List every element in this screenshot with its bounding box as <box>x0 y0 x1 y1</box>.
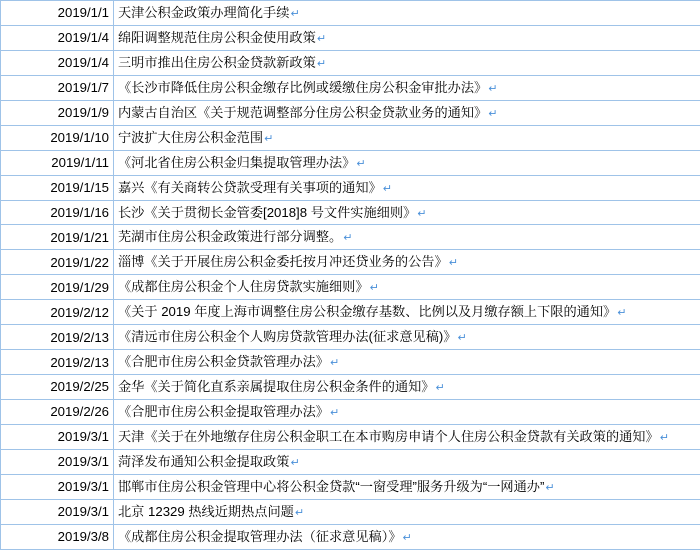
table-row <box>1 275 700 300</box>
date-text: 2019/3/1 <box>57 504 109 520</box>
paragraph-mark-icon: ↵ <box>382 182 392 195</box>
date-text: 2019/1/15 <box>50 179 109 195</box>
date-text: 2019/1/4 <box>57 30 109 46</box>
table-row <box>1 175 700 200</box>
date-text: 2019/1/10 <box>50 130 109 146</box>
content-cell <box>114 125 700 150</box>
date-cell <box>1 275 114 300</box>
table-row <box>1 75 700 100</box>
date-cell <box>1 1 114 26</box>
date-text: 2019/1/1 <box>57 5 109 21</box>
content-cell <box>114 325 700 350</box>
content-text: 《成都住房公积金个人住房贷款实施细则》 <box>118 279 369 295</box>
content-cell <box>114 375 700 400</box>
table-row <box>1 325 700 350</box>
date-text: 2019/1/16 <box>50 204 109 220</box>
content-text: 《清远市住房公积金个人购房贷款管理办法(征求意见稿)》 <box>118 329 457 345</box>
date-text: 2019/3/8 <box>57 529 109 545</box>
table-row <box>1 100 700 125</box>
content-text: 天津公积金政策办理简化手续 <box>118 5 290 20</box>
date-cell <box>1 225 114 250</box>
content-cell <box>114 524 700 549</box>
date-text: 2019/1/9 <box>57 105 109 121</box>
date-text: 2019/2/13 <box>50 354 109 370</box>
date-cell <box>1 325 114 350</box>
content-text: 菏泽发布通知公积金提取政策 <box>118 453 290 469</box>
date-text: 2019/1/29 <box>50 279 109 295</box>
content-cell <box>114 225 700 250</box>
paragraph-mark-icon: ↵ <box>290 8 300 20</box>
paragraph-mark-icon: ↵ <box>316 57 327 70</box>
table-row <box>1 350 700 375</box>
table-row <box>1 25 700 50</box>
date-text: 2019/3/1 <box>57 429 109 445</box>
paragraph-mark-icon: ↵ <box>264 132 274 145</box>
content-text: 绵阳调整规范住房公积金使用政策 <box>118 29 316 45</box>
date-text: 2019/1/11 <box>51 155 109 171</box>
date-text: 2019/1/22 <box>50 254 109 270</box>
date-cell <box>1 499 114 524</box>
content-text: 淄博《关于开展住房公积金委托按月冲还贷业务的公告》 <box>118 254 448 270</box>
date-cell <box>1 75 114 100</box>
date-cell <box>1 250 114 275</box>
table-row <box>1 225 700 250</box>
content-text: 《河北省住房公积金归集提取管理办法》 <box>118 154 356 170</box>
date-cell <box>1 449 114 474</box>
paragraph-mark-icon: ↵ <box>457 332 467 345</box>
content-text: 芜湖市住房公积金政策进行部分调整。 <box>118 229 343 245</box>
table-row <box>1 200 700 225</box>
table-row <box>1 1 700 26</box>
date-text: 2019/2/25 <box>50 379 109 395</box>
content-text: 《成都住房公积金提取管理办法（征求意见稿）》 <box>118 528 402 544</box>
table-row <box>1 449 700 474</box>
content-text: 天津《关于在外地缴存住房公积金职工在本市购房申请个人住房公积金贷款有关政策的通知》 <box>118 428 659 444</box>
table-row <box>1 400 700 425</box>
paragraph-mark-icon: ↵ <box>417 207 427 220</box>
content-text: 《合肥市住房公积金提取管理办法》 <box>118 404 329 419</box>
date-cell <box>1 100 114 125</box>
content-text: 宁波扩大住房公积金范围 <box>118 129 264 145</box>
table-row <box>1 125 700 150</box>
date-cell <box>1 175 114 200</box>
content-cell <box>114 175 700 200</box>
content-cell <box>114 75 700 100</box>
content-text: 长沙《关于贯彻长金管委[2018]8 号文件实施细则》 <box>118 204 417 220</box>
content-text: 北京 12329 热线近期热点问题 <box>118 503 294 519</box>
date-cell <box>1 400 114 425</box>
table-row <box>1 474 700 499</box>
content-text: 邯郸市住房公积金管理中心将公积金贷款“一窗受理”服务升级为“一网通办” <box>118 478 545 494</box>
date-cell <box>1 350 114 375</box>
content-cell <box>114 100 700 125</box>
content-cell <box>114 150 700 175</box>
content-cell <box>114 474 700 499</box>
paragraph-mark-icon: ↵ <box>617 307 627 320</box>
table-row <box>1 424 700 449</box>
paragraph-mark-icon: ↵ <box>290 456 300 469</box>
paragraph-mark-icon: ↵ <box>448 257 458 270</box>
content-cell <box>114 449 700 474</box>
paragraph-mark-icon: ↵ <box>330 357 340 370</box>
paragraph-mark-icon: ↵ <box>545 481 555 494</box>
content-text: 三明市推出住房公积金贷款新政策 <box>118 54 316 70</box>
table-row <box>1 50 700 75</box>
content-cell <box>114 1 700 26</box>
date-text: 2019/2/13 <box>50 329 109 345</box>
paragraph-mark-icon: ↵ <box>402 531 412 544</box>
paragraph-mark-icon: ↵ <box>488 82 498 95</box>
content-cell <box>114 424 700 449</box>
table-row <box>1 524 700 549</box>
table-row <box>1 300 700 325</box>
paragraph-mark-icon: ↵ <box>294 506 305 519</box>
content-cell <box>114 275 700 300</box>
date-text: 2019/3/1 <box>57 479 109 495</box>
table-body <box>1 1 700 550</box>
content-cell <box>114 300 700 325</box>
date-cell <box>1 50 114 75</box>
date-cell <box>1 300 114 325</box>
date-text: 2019/1/4 <box>57 55 109 71</box>
table-row <box>1 250 700 275</box>
date-cell <box>1 200 114 225</box>
paragraph-mark-icon: ↵ <box>330 407 340 419</box>
paragraph-mark-icon: ↵ <box>316 32 327 45</box>
table-row <box>1 150 700 175</box>
date-text: 2019/3/1 <box>57 454 109 470</box>
content-text: 嘉兴《有关商转公贷款受理有关事项的通知》 <box>118 179 382 195</box>
content-cell <box>114 400 700 425</box>
date-text: 2019/1/7 <box>57 80 109 96</box>
content-text: 《关于 2019 年度上海市调整住房公积金缴存基数、比例以及月缴存额上下限的通知》 <box>118 304 617 320</box>
content-text: 《合肥市住房公积金贷款管理办法》 <box>118 354 329 370</box>
date-cell <box>1 524 114 549</box>
paragraph-mark-icon: ↵ <box>356 157 366 170</box>
paragraph-mark-icon: ↵ <box>343 232 353 245</box>
date-cell <box>1 375 114 400</box>
date-cell <box>1 25 114 50</box>
table-row <box>1 499 700 524</box>
date-cell <box>1 125 114 150</box>
date-text: 2019/2/26 <box>50 404 109 420</box>
date-text: 2019/1/21 <box>50 229 109 245</box>
content-cell <box>114 250 700 275</box>
content-text: 金华《关于简化直系亲属提取住房公积金条件的通知》 <box>118 379 435 395</box>
content-cell <box>114 200 700 225</box>
date-cell <box>1 424 114 449</box>
content-text: 内蒙古自治区《关于规范调整部分住房公积金贷款业务的通知》 <box>118 104 488 120</box>
date-cell <box>1 474 114 499</box>
paragraph-mark-icon: ↵ <box>369 282 379 295</box>
date-cell <box>1 150 114 175</box>
paragraph-mark-icon: ↵ <box>488 107 498 120</box>
paragraph-mark-icon: ↵ <box>435 382 445 395</box>
content-cell <box>114 499 700 524</box>
paragraph-mark-icon: ↵ <box>659 431 669 444</box>
content-cell <box>114 50 700 75</box>
content-cell <box>114 350 700 375</box>
table-row <box>1 375 700 400</box>
content-text: 《长沙市降低住房公积金缴存比例或缓缴住房公积金审批办法》 <box>118 79 488 95</box>
content-cell <box>114 25 700 50</box>
date-text: 2019/2/12 <box>50 304 109 320</box>
